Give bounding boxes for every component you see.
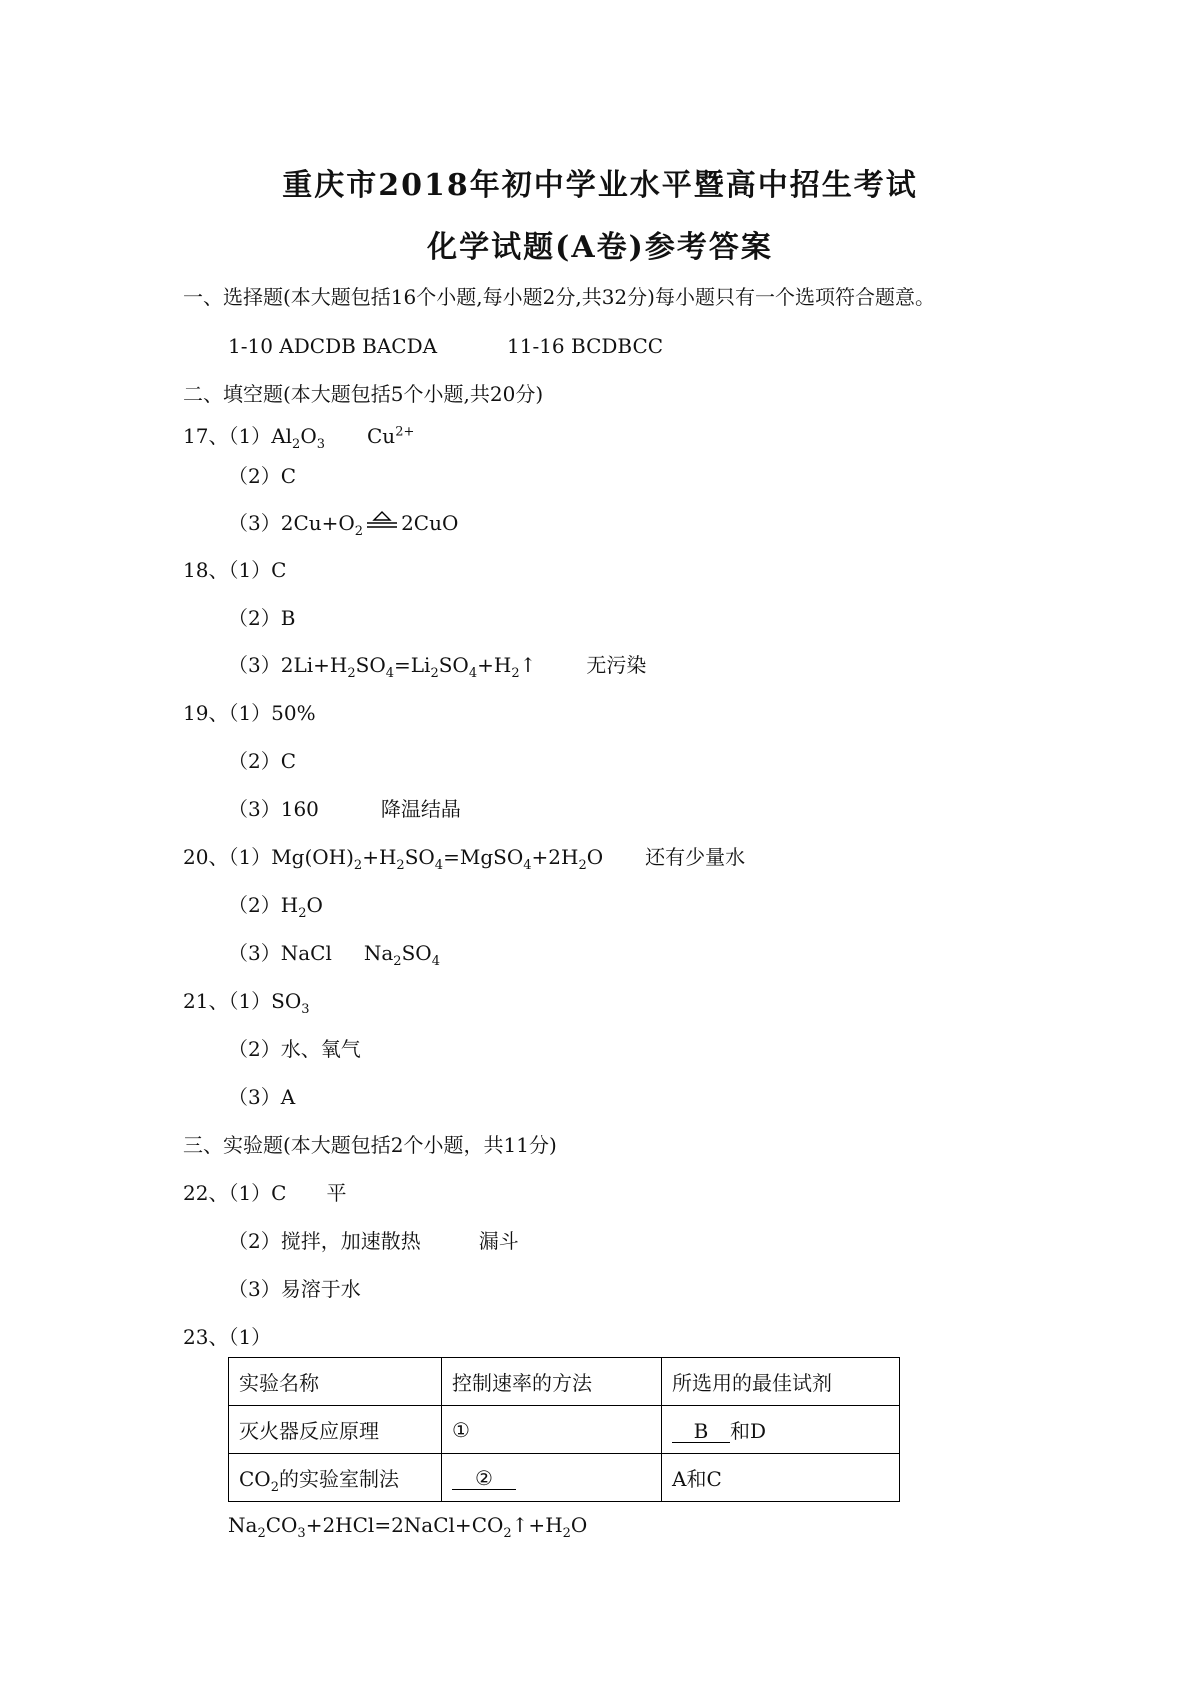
gas-arrow: ↑ xyxy=(519,653,537,677)
formula-sub: 2 xyxy=(578,858,587,873)
eq-seg: SO xyxy=(404,845,435,869)
q20-part2 xyxy=(228,892,323,921)
table-cell: A和C xyxy=(662,1454,900,1502)
q22-part3: （3）易溶于水 xyxy=(228,1277,361,1301)
q19-part1-answer: （1）50% xyxy=(228,701,316,725)
q17-part3 xyxy=(228,510,459,539)
table-header-cell: 所选用的最佳试剂 xyxy=(662,1358,900,1406)
table-cell: 灭火器反应原理 xyxy=(229,1406,442,1454)
formula-sub: 2 xyxy=(353,858,363,873)
formula-sub: 3 xyxy=(316,437,325,452)
eq-seg: =MgSO xyxy=(443,845,524,869)
table-row xyxy=(229,1454,900,1502)
q19-number: 19、 xyxy=(183,701,229,725)
eq-seg: Mg(OH) xyxy=(271,845,354,869)
formula-sub: 3 xyxy=(297,1526,306,1541)
q20-part1-label: （1） xyxy=(228,845,272,869)
eq-seg: O xyxy=(586,845,604,869)
q21-part3: （3）A xyxy=(228,1085,296,1109)
q23-part1: 23、（1） xyxy=(183,1325,272,1349)
q19-part2: （2）C xyxy=(228,749,297,773)
formula-o: O xyxy=(300,424,317,448)
table-header-row xyxy=(229,1358,900,1406)
section-2-heading: 二、填空题(本大题包括5个小题,共20分) xyxy=(183,382,544,406)
formula-sup: 2+ xyxy=(395,424,415,440)
choice-answers-11-16: 11-16 BCDBCC xyxy=(507,334,664,358)
q20-part3-answer: （3）NaCl xyxy=(228,941,332,965)
q18-number: 18、 xyxy=(183,558,229,582)
section-1-heading: 一、选择题(本大题包括16个小题,每小题2分,共32分)每小题只有一个选项符合题意。 xyxy=(183,285,935,309)
q23-equation xyxy=(228,1512,588,1541)
page-subtitle: 化学试题(A卷)参考答案 xyxy=(427,230,773,265)
formula-sub: 2 xyxy=(270,1480,279,1495)
q18-part1 xyxy=(183,557,286,583)
q22-part1 xyxy=(183,1180,346,1206)
formula-so: SO xyxy=(401,941,432,965)
q20-part2-label: （2） xyxy=(228,893,281,917)
formula-sub: 2 xyxy=(430,666,439,681)
q19-part1 xyxy=(183,700,316,726)
formula-cu: Cu xyxy=(367,424,396,448)
q17-part1-label: （1） xyxy=(228,424,272,448)
q18-part1-answer: （1）C xyxy=(228,558,287,582)
eq-seg: +2HCl=2NaCl+CO xyxy=(305,1513,504,1537)
formula-al: Al xyxy=(271,424,293,448)
table-header-cell: 控制速率的方法 xyxy=(442,1358,662,1406)
answer-blank: B xyxy=(672,1420,730,1443)
eq-seg: 2Li+H xyxy=(280,653,348,677)
table-header-cell: 实验名称 xyxy=(229,1358,442,1406)
table-cell xyxy=(442,1454,662,1502)
table-cell: ① xyxy=(442,1406,662,1454)
eq-seg: Na xyxy=(228,1513,258,1537)
eq-seg: SO xyxy=(355,653,386,677)
eq-seg: SO xyxy=(438,653,469,677)
formula-sub: 4 xyxy=(523,858,532,873)
q18-part3 xyxy=(228,652,647,681)
q18-part3-note: 无污染 xyxy=(586,653,647,677)
table-row xyxy=(229,1406,900,1454)
q17-part2: （2）C xyxy=(228,464,297,488)
formula-sub: 2 xyxy=(347,666,356,681)
choice-answers-1-10: 1-10 ADCDB BACDA xyxy=(228,334,438,358)
formula-sub: 2 xyxy=(393,954,402,969)
eq-seg: CO xyxy=(265,1513,298,1537)
q19-part3-answer: （3）160 xyxy=(228,797,319,821)
section-3-heading: 三、实验题(本大题包括2个小题，共11分) xyxy=(183,1133,557,1157)
eq-seg: +H xyxy=(362,845,397,869)
q19-part3-note: 降温结晶 xyxy=(380,797,461,821)
formula-sub: 2 xyxy=(298,906,307,921)
q17-number: 17、 xyxy=(183,424,229,448)
eq-seg: ↑+H xyxy=(511,1513,563,1537)
q20-part3 xyxy=(228,940,440,969)
eq-seg: O xyxy=(570,1513,588,1537)
q20-number: 20、 xyxy=(183,845,229,869)
eq-right: 2CuO xyxy=(401,511,459,535)
table-cell-text: 和D xyxy=(730,1419,767,1443)
formula-sub: 4 xyxy=(385,666,395,681)
q18-part2: （2）B xyxy=(228,606,296,630)
table-cell xyxy=(662,1406,900,1454)
formula-sub: 2 xyxy=(354,524,364,539)
q17-part1 xyxy=(183,423,415,452)
q21-number: 21、 xyxy=(183,989,229,1013)
heating-condition-icon xyxy=(365,510,399,532)
formula-sub: 4 xyxy=(468,666,478,681)
q22-part1-note: 平 xyxy=(326,1181,347,1205)
q21-part2: （2）水、氧气 xyxy=(228,1037,361,1061)
answer-blank: ② xyxy=(452,1467,516,1490)
eq-seg: +2H xyxy=(531,845,579,869)
formula-sub: 2 xyxy=(503,1526,512,1541)
q17-part3-label: （3） xyxy=(228,511,281,535)
table-cell xyxy=(229,1454,442,1502)
q21-part1-answer: （1）SO xyxy=(228,989,302,1013)
eq-seg: =Li xyxy=(394,653,431,677)
formula-o: O xyxy=(306,893,323,917)
answer-table xyxy=(228,1357,900,1502)
page-title: 重庆市2018年初中学业水平暨高中招生考试 xyxy=(282,168,918,203)
q20-part1 xyxy=(183,844,746,873)
eq-seg: +H xyxy=(477,653,512,677)
formula-sub: 2 xyxy=(396,858,405,873)
formula-co: CO xyxy=(239,1467,271,1491)
eq-left: 2Cu+O xyxy=(280,511,355,535)
q18-part3-label: （3） xyxy=(228,653,281,677)
q22-part2-answer: （2）搅拌，加速散热 xyxy=(228,1229,421,1253)
q20-part1-note: 还有少量水 xyxy=(645,845,746,869)
q22-part1-answer: （1）C xyxy=(228,1181,287,1205)
q21-part1 xyxy=(183,988,310,1017)
q19-part3 xyxy=(228,796,461,822)
formula-sub: 2 xyxy=(257,1526,266,1541)
table-cell-text: 的实验室制法 xyxy=(278,1467,399,1491)
formula-sub: 4 xyxy=(434,858,444,873)
formula-sub: 2 xyxy=(562,1526,571,1541)
formula-sub: 2 xyxy=(292,437,301,452)
formula-sub: 4 xyxy=(431,954,440,969)
formula-na: Na xyxy=(363,941,394,965)
formula-sub: 3 xyxy=(301,1002,310,1017)
q22-part2-note: 漏斗 xyxy=(478,1229,519,1253)
formula-h: H xyxy=(280,893,299,917)
q22-part2 xyxy=(228,1228,519,1254)
formula-sub: 2 xyxy=(511,666,520,681)
q22-number: 22、 xyxy=(183,1181,229,1205)
